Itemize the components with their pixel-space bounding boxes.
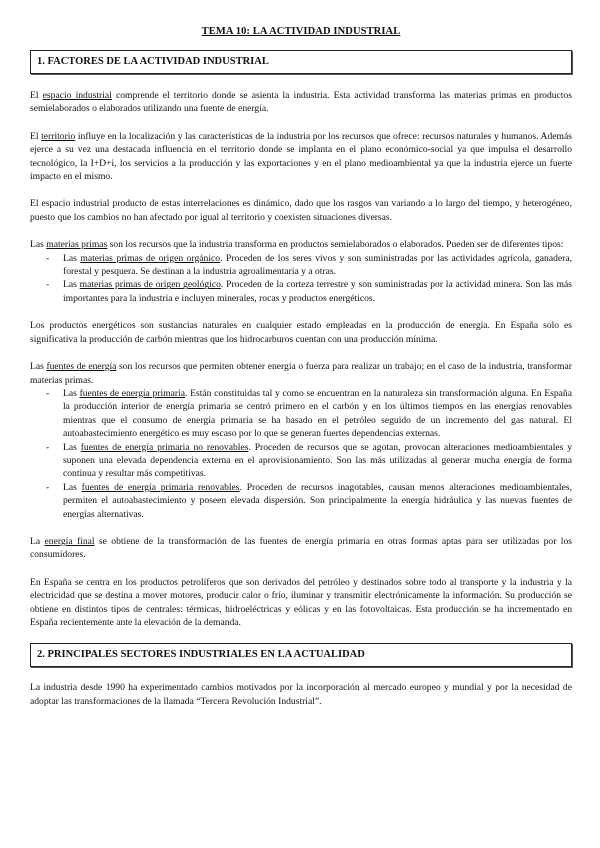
term-energia-final: energía final [44, 535, 95, 547]
paragraph-espana-energia: En España se centra en los productos petrolíferos que son derivados del petróleo y destinados sobre todo al transporte y la industria y la electricidad que se destina a mover motores, producir calor o frío, iluminar y transmitir electrónicamente la información. Su producción se obtiene en distintos tipos de centrales: térmicas, hidroeléctricas y eólicas y en las fotovoltaicas. Esta producción se ha incrementado en España recientemente ante la elevación de la demanda. [30, 576, 572, 628]
paragraph-cambios-industria: La industria desde 1990 ha experimentado cambios motivados por la incorporación al mercado europeo y mundial y por la necesidad de adoptar las transformaciones de la llamada “Tercera Revolución Industrial”. [30, 682, 572, 707]
paragraph-materias-primas: Las materias primas son los recursos que la industria transforma en productos semielaborados o elaborados. Pueden ser de diferentes tipos: [30, 239, 564, 251]
paragraph-territorio: El territorio influye en la localización y las características de la industria por los recursos que ofrece: recursos naturales y humanos. Además ejerce a su vez una destacada influencia en el territorio donde se implanta en el plano económico-social ya que impulsa el desarrollo tecnológico, la I+D+i, los servicios a la producción y las exportaciones y en el plano medioambiental ya que la industria ejerce un fuerte impacto en el mismo. [30, 130, 572, 183]
term-fuentes-energia: fuentes de energía [46, 361, 117, 373]
paragraph-productos-energeticos: Los productos energéticos son sustancias naturales en cualquier estado empleadas en la producción de energía. En España solo es significativa la producción de carbón mientras que los hidrocarburos cuentan con una producción mínima. [30, 320, 572, 345]
paragraph-fuentes-energia: Las fuentes de energía son los recursos que permiten obtener energía o fuerza para realizar un trabajo; en el caso de la industria, transformar materias primas. [30, 361, 572, 386]
paragraph-espacio-industrial: El espacio industrial comprende el territorio donde se asienta la industria. Esta actividad transforma las materias primas en productos semielaborados o elaborados utilizando una fuente de energía. [30, 90, 573, 115]
list-fuentes-energia [30, 387, 572, 521]
list-item: - Las fuentes de energía primaria no renovables. Proceden de recursos que se agotan, provocan alteraciones medioambientales y suponen una elevada dependencia externa en el aprovisionamiento. Son las más utilizadas al generar mucha energía de forma continua y resultar más competitivas. [46, 441, 572, 481]
list-materias-primas [30, 252, 572, 306]
section-1-heading: 1. FACTORES DE LA ACTIVIDAD INDUSTRIAL [30, 50, 572, 74]
list-item: - Las fuentes de energía primaria renovables. Proceden de recursos inagotables, causan menos alteraciones medioambientales, permiten el autoabastecimiento y poseen elevada dispersión. Son principalmente la energía hidráulica y las nuevas fuentes de energías alternativas. [46, 481, 572, 521]
term-materias-primas: materias primas [46, 239, 108, 251]
paragraph-energia-final: La energía final se obtiene de la transformación de las fuentes de energía primaria en otras formas aptas para ser utilizadas por los consumidores. [30, 535, 572, 561]
document-title: TEMA 10: LA ACTIVIDAD INDUSTRIAL [201, 26, 401, 37]
term-territorio: territorio [41, 130, 76, 142]
term-espacio-industrial: espacio industrial [42, 90, 112, 101]
paragraph-dinamico: El espacio industrial producto de estas interrelaciones es dinámico, dado que los rasgos van variando a lo largo del tiempo, y heterogéneo, puesto que los cambios no han afectado por igual al territorio y coexisten situaciones diversas. [30, 198, 572, 223]
list-item: - Las fuentes de energía primaria. Están constituidas tal y como se encuentran en la naturaleza sin transformación alguna. En España la producción interior de energía primaria se centró primero en el carbón y en los últimos tiempos en las energías renovables mientras que el consumo de energía primaria se ha basado en el petróleo seguido de un incremento del gas natural. El autoabastecimiento energético es muy escaso por lo que se generan fuertes dependencias externas. [46, 387, 572, 441]
list-item: - Las materias primas de origen geológico. Proceden de la corteza terrestre y son suministradas por la actividad minera. Son las más importantes para la industria e incluyen minerales, rocas y productos energéticos. [46, 278, 572, 305]
list-item: - Las materias primas de origen orgánico. Proceden de los seres vivos y son suministradas por las actividades agrícola, ganadera, forestal y pesquera. Se destinan a la industria agroalimentaria y a otras. [46, 252, 572, 279]
section-2-heading: 2. PRINCIPALES SECTORES INDUSTRIALES EN LA ACTUALIDAD [30, 643, 572, 667]
